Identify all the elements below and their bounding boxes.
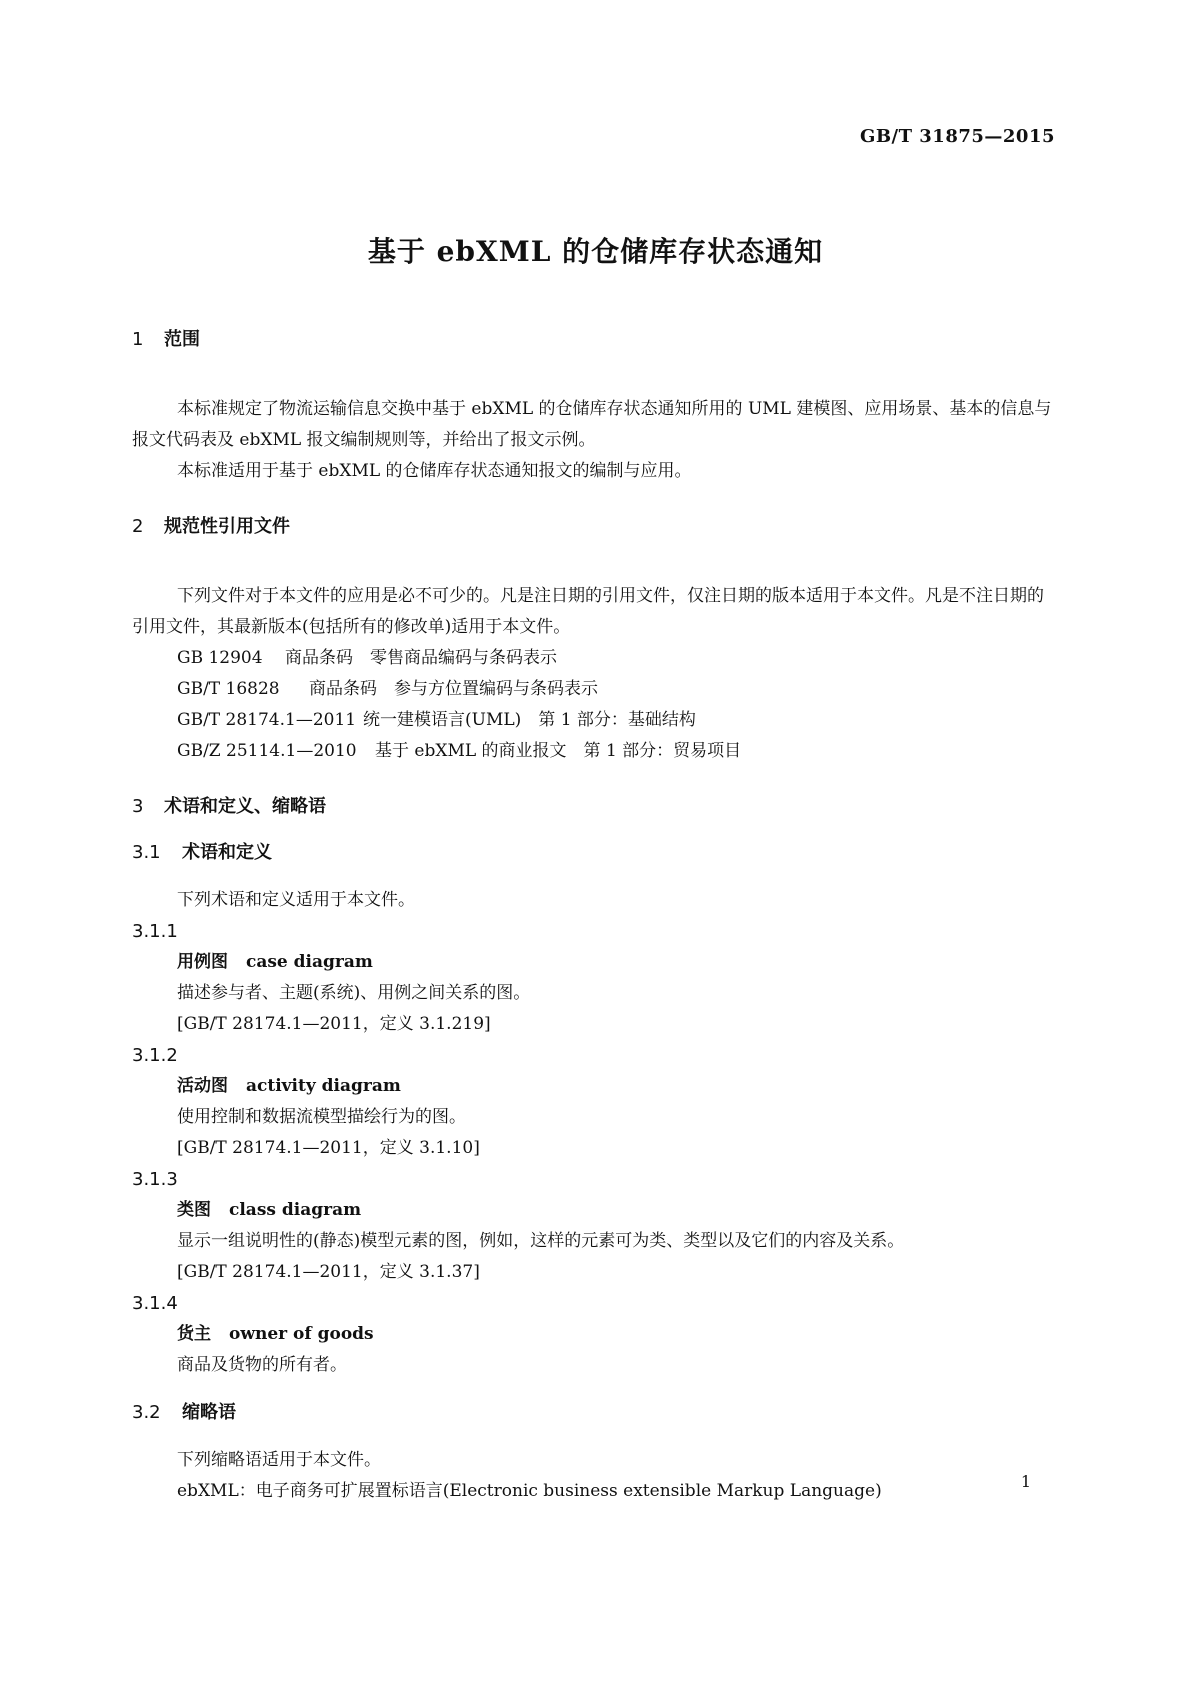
- term-definition: 描述参与者、主题(系统)、用例之间关系的图。: [177, 983, 531, 1003]
- paragraph: 下列文件对于本文件的应用是必不可少的。凡是注日期的引用文件，仅注日期的版本适用于本文件。凡是不注日期的引用文件，其最新版本(包括所有的修改单)适用于本文件。: [132, 586, 1044, 637]
- term-zh: 用例图: [177, 952, 228, 972]
- term-name: [132, 947, 1058, 978]
- term-zh: 活动图: [177, 1076, 228, 1096]
- reference-title: 商品条码 参与方位置编码与条码表示: [309, 679, 598, 699]
- document-body: [132, 326, 1058, 1507]
- term-zh: 货主: [177, 1324, 211, 1344]
- document-title: 基于 ebXML 的仓储库存状态通知: [367, 235, 824, 268]
- paragraph: 下列术语和定义适用于本文件。: [177, 890, 415, 910]
- term-name: [132, 1071, 1058, 1102]
- term-number: 3.1.3: [132, 1169, 178, 1190]
- term-name: [132, 1319, 1058, 1350]
- term-definition: 显示一组说明性的(静态)模型元素的图，例如，这样的元素可为类、类型以及它们的内容及关系。: [177, 1231, 905, 1251]
- page-number: 1: [1020, 1472, 1031, 1491]
- term-source: [GB/T 28174.1—2011，定义 3.1.10]: [177, 1138, 480, 1158]
- subsection-number: 3.1: [132, 842, 161, 863]
- section-1-heading: [132, 326, 1058, 354]
- reference-code: GB/Z 25114.1—2010: [177, 741, 357, 761]
- reference-item: [132, 643, 1058, 674]
- paragraph: 下列缩略语适用于本文件。: [177, 1450, 381, 1470]
- reference-title: 商品条码 零售商品编码与条码表示: [285, 648, 557, 668]
- subsection-title: 术语和定义: [182, 842, 272, 863]
- term-definition: 使用控制和数据流模型描绘行为的图。: [177, 1107, 466, 1127]
- reference-code: GB 12904: [177, 648, 263, 668]
- term-number: 3.1.4: [132, 1293, 178, 1314]
- term-number: 3.1.1: [132, 921, 178, 942]
- section-title: 术语和定义、缩略语: [164, 796, 326, 817]
- paragraph: 本标准适用于基于 ebXML 的仓储库存状态通知报文的编制与应用。: [177, 461, 692, 481]
- section-number: 3: [132, 796, 144, 817]
- term-definition: 商品及货物的所有者。: [177, 1355, 347, 1375]
- section-3-heading: [132, 793, 1058, 821]
- reference-item: [132, 674, 1058, 705]
- subsection-number: 3.2: [132, 1402, 161, 1423]
- term-name: [132, 1195, 1058, 1226]
- section-title: 范围: [164, 329, 200, 350]
- reference-title: 统一建模语言(UML) 第 1 部分：基础结构: [363, 710, 696, 730]
- term-zh: 类图: [177, 1200, 211, 1220]
- term-en: owner of goods: [229, 1324, 374, 1344]
- term-en: case diagram: [246, 952, 373, 972]
- reference-title: 基于 ebXML 的商业报文 第 1 部分：贸易项目: [375, 741, 742, 761]
- abbreviation-item: ebXML：电子商务可扩展置标语言(Electronic business extensible Markup Language): [177, 1481, 882, 1501]
- paragraph: 本标准规定了物流运输信息交换中基于 ebXML 的仓储库存状态通知所用的 UML 建模图、应用场景、基本的信息与报文代码表及 ebXML 报文编制规则等，并给出了报文示例。: [132, 399, 1052, 450]
- reference-code: GB/T 28174.1—2011: [177, 710, 357, 730]
- reference-item: [132, 736, 1058, 767]
- subsection-title: 缩略语: [182, 1402, 236, 1423]
- term-source: [GB/T 28174.1—2011，定义 3.1.37]: [177, 1262, 480, 1282]
- term-en: class diagram: [229, 1200, 362, 1220]
- section-title: 规范性引用文件: [164, 516, 290, 537]
- subsection-3-2-heading: [132, 1399, 1058, 1427]
- term-number: 3.1.2: [132, 1045, 178, 1066]
- subsection-3-1-heading: [132, 839, 1058, 867]
- reference-item: [132, 705, 1058, 736]
- term-source: [GB/T 28174.1—2011，定义 3.1.219]: [177, 1014, 491, 1034]
- section-2-heading: [132, 513, 1058, 541]
- standard-number: GB/T 31875—2015: [859, 126, 1055, 147]
- section-number: 2: [132, 516, 144, 537]
- section-number: 1: [132, 329, 144, 350]
- term-en: activity diagram: [246, 1076, 401, 1096]
- reference-code: GB/T 16828: [177, 679, 280, 699]
